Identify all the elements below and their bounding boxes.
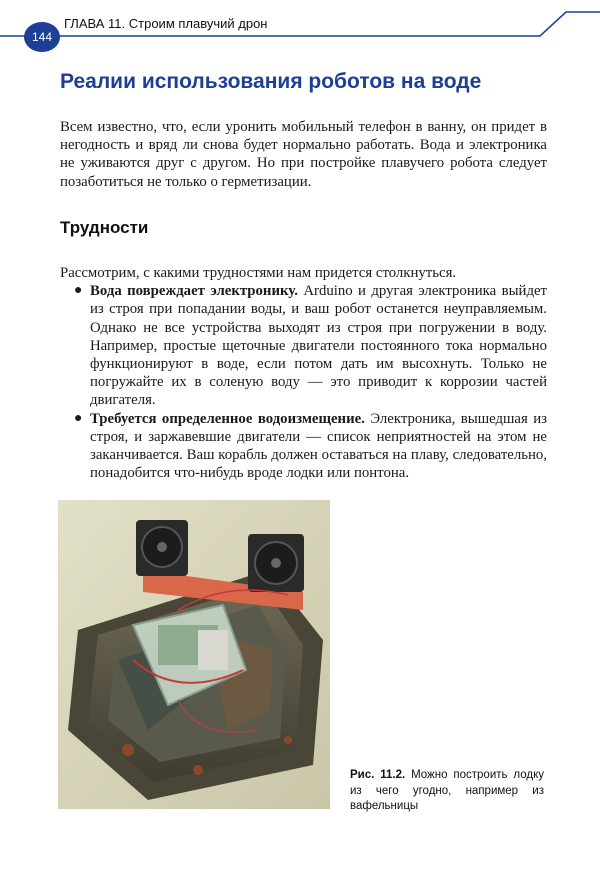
subsection-body [60,264,547,491]
intro-text: Всем известно, что, если уронить мобильный телефон в ванну, он придет в негодность и вряд ли снова будет нормально работать. Вода и электроника не уживаются друг с другом. Но при постройке плавучего робота следует позаботиться не только о герметизации. [60,119,547,190]
item-text: Электроника, вышедшая из строя, и заржавевшие двигатели — список неприятностей на этом не заканчивается. Ваш корабль должен оставаться на плаву, следовательно, понадобится что-нибудь вроде лодки или понтона. [90,410,547,482]
figure-photo [58,500,330,809]
list-item [60,282,547,409]
subsection-title: Трудности [60,218,149,237]
bullet-icon: ● [74,410,83,426]
figure-caption-text: Можно построить лодку из чего угодно, например из вафельницы [350,769,544,812]
item-term: Требуется определенное водоизмещение. [90,410,365,427]
figure-label: Рис. 11.2. [350,769,406,781]
bullet-list-container [60,282,547,491]
lead-text: Рассмотрим, с какими трудностями нам придется столкнуться. [60,265,457,281]
page-number: 144 [24,22,60,52]
bullet-list [60,282,547,482]
list-item [60,410,547,483]
item-text: Arduino и другая электроника выйдет из строя при попадании воды, и ваш робот останется неуправляемым. Однако не все устройства выходят из строя при погружении в воду. Например, простые щеточные двигатели постоянного тока нормально функционируют в воде, если потом дать им высохнуть. Только не погружайте их в соленую воду — это приводит к коррозии частей двигателя. [90,283,547,409]
section-title: Реалии использования роботов на воде [60,70,482,93]
figure-caption [350,768,544,815]
waffle-iron-boat-image [58,500,330,809]
bullet-icon: ● [74,283,83,299]
item-term: Вода повреждает электронику. [90,283,298,300]
running-head: ГЛАВА 11. Строим плавучий дрон [64,16,268,31]
intro-paragraph [60,118,547,191]
